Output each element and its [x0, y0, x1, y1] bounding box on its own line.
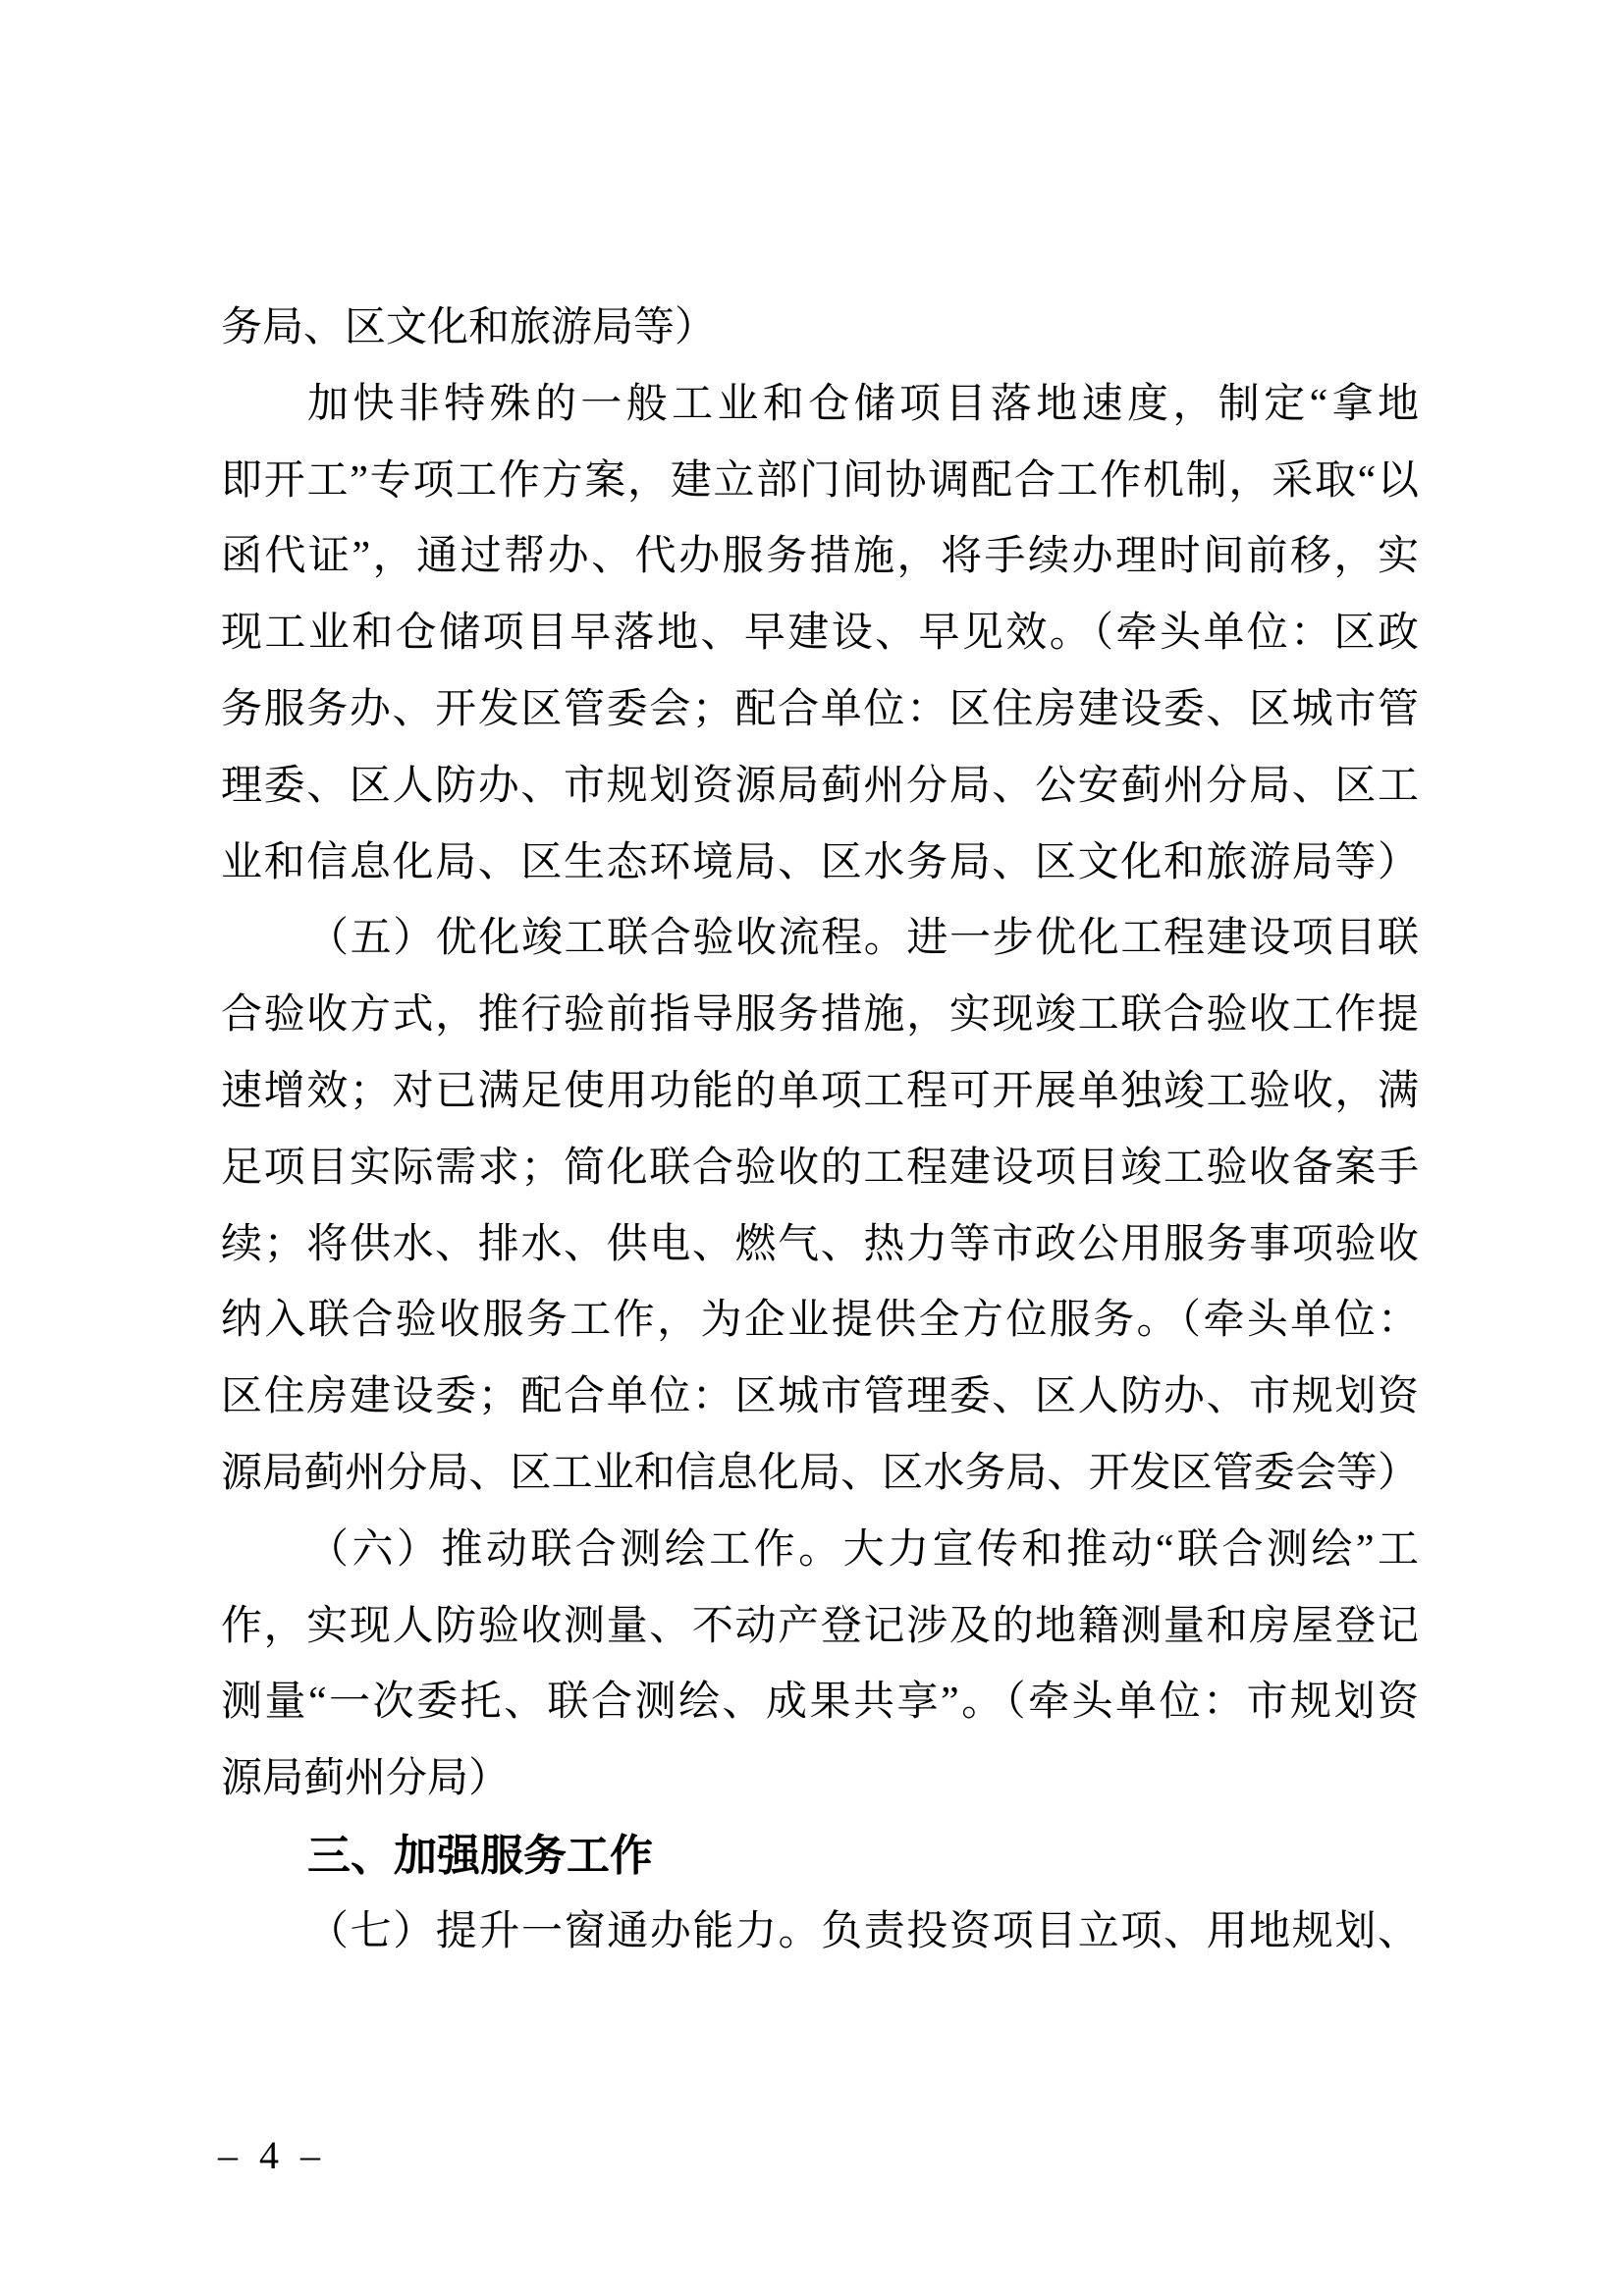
document-body — [221, 291, 1419, 1971]
body-line: 理委、区人防办、市规划资源局蓟州分局、公安蓟州分局、区工 — [221, 763, 1419, 809]
section-heading: 三、加强服务工作 — [307, 1831, 653, 1880]
body-line: 即开工”专项工作方案，建立部门间协调配合工作机制，采取“以 — [221, 457, 1419, 504]
body-line: 速增效；对已满足使用功能的单项工程可开展单独竣工验收，满 — [221, 1068, 1419, 1114]
body-line: 源局蓟州分局） — [221, 1756, 511, 1802]
body-line: 续；将供水、排水、供电、燃气、热力等市政公用服务事项验收 — [221, 1221, 1419, 1267]
body-line: 加快非特殊的一般工业和仓储项目落地速度，制定“拿地 — [307, 381, 1419, 427]
body-line: 纳入联合验收服务工作，为企业提供全方位服务。（牵头单位： — [221, 1298, 1419, 1344]
body-line: 源局蓟州分局、区工业和信息化局、区水务局、开发区管委会等） — [221, 1450, 1419, 1496]
body-line-item-6: （六）推动联合测绘工作。大力宣传和推动“联合测绘”工 — [307, 1526, 1419, 1573]
body-line: 现工业和仓储项目早落地、早建设、早见效。（牵头单位：区政 — [221, 611, 1419, 657]
body-line: 作，实现人防验收测量、不动产登记涉及的地籍测量和房屋登记 — [221, 1603, 1419, 1649]
body-line: 务局、区文化和旅游局等） — [221, 305, 717, 350]
body-line: 务服务办、开发区管委会；配合单位：区住房建设委、区城市管 — [221, 686, 1419, 732]
body-line: 区住房建设委；配合单位：区城市管理委、区人防办、市规划资 — [221, 1374, 1419, 1420]
page-number: – 4 – — [218, 2133, 326, 2177]
body-line: 函代证”，通过帮办、代办服务措施，将手续办理时间前移，实 — [221, 534, 1419, 580]
body-line-item-5: （五）优化竣工联合验收流程。进一步优化工程建设项目联 — [307, 916, 1419, 962]
body-line-item-7: （七）提升一窗通办能力。负责投资项目立项、用地规划、 — [307, 1908, 1419, 1954]
body-line: 测量“一次委托、联合测绘、成果共享”。（牵头单位：市规划资 — [221, 1680, 1419, 1726]
body-line: 足项目实际需求；简化联合验收的工程建设项目竣工验收备案手 — [221, 1145, 1419, 1191]
body-line: 业和信息化局、区生态环境局、区水务局、区文化和旅游局等） — [221, 839, 1419, 885]
body-line: 合验收方式，推行验前指导服务措施，实现竣工联合验收工作提 — [221, 992, 1419, 1039]
